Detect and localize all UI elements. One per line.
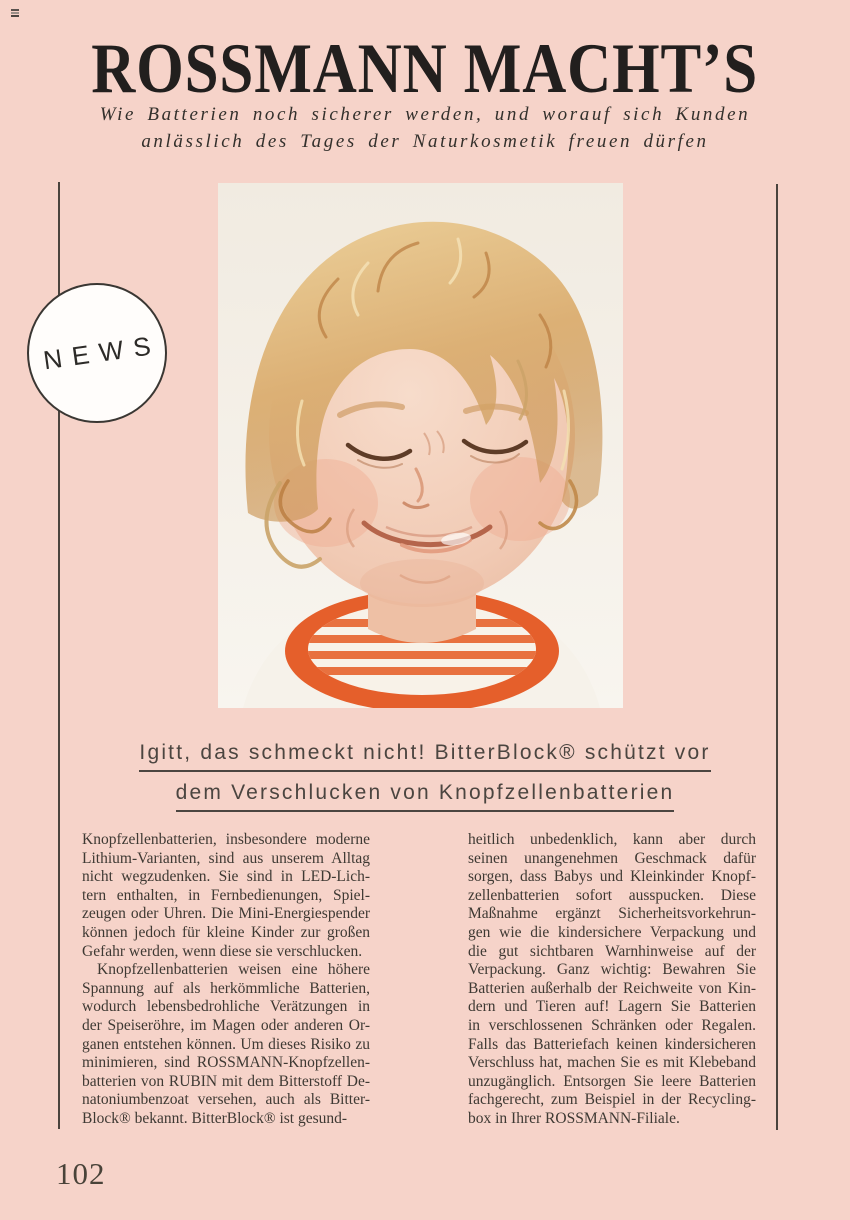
- article-heading: [60, 741, 790, 821]
- body-column-left: [82, 831, 370, 1129]
- page-subtitle-line2: anlässlich des Tages der Naturkosmetik freuen dürfen: [141, 131, 709, 152]
- body-line: Batterien außerhalb der Reichweite von Kin-: [468, 979, 756, 997]
- body-line: zeugen oder Uhren. Die Mini-Energiespender: [82, 905, 370, 923]
- news-badge-label: NEWS: [41, 328, 163, 375]
- body-line: Maßnahme ergänzt Sicherheitsvorkehrun-: [468, 905, 756, 923]
- body-line: ganen entstehen können. Um dieses Risiko zu: [82, 1035, 370, 1053]
- body-line: natoniumbenzoat versehen, auch als Bitter-: [82, 1091, 370, 1109]
- body-line: die gut sichtbaren Warnhinweise auf der: [468, 942, 756, 960]
- body-line: fachgerecht, zum Beispiel in der Recycling-: [468, 1091, 756, 1109]
- page-number: 102: [56, 1156, 106, 1191]
- article-heading-line1: Igitt, das schmeckt nicht! BitterBlock® schützt vor: [139, 741, 710, 772]
- body-line: box in Ihrer ROSSMANN-Filiale.: [468, 1109, 680, 1127]
- print-registration-mark: [11, 9, 19, 17]
- body-line: Knopfzellenbatterien, insbesondere moderne: [82, 831, 370, 848]
- body-line: Lithium-Varianten, sind aus unserem Alltag: [82, 849, 370, 867]
- article-heading-line2: dem Verschlucken von Knopfzellenbatterien: [176, 781, 675, 812]
- body-line: tern enthalten, in Fernbedienungen, Spiel-: [82, 886, 370, 904]
- body-line: dern und Tieren auf! Lagern Sie Batterien: [468, 998, 756, 1016]
- page-subtitle-line1: Wie Batterien noch sicherer werden, und worauf sich Kunden: [99, 104, 751, 125]
- body-line: seinen unangenehmen Geschmack dafür: [468, 849, 756, 867]
- body-line: unzugänglich. Entsorgen Sie leere Batterien: [468, 1072, 756, 1090]
- body-line: heitlich unbedenklich, kann aber durch: [468, 831, 756, 848]
- body-line: Gefahr werden, wenn diese sie verschlucken.: [82, 942, 363, 960]
- body-line: Block® bekannt. BitterBlock® ist gesund-: [82, 1109, 348, 1127]
- body-line: wodurch lebensbedrohliche Verätzungen in: [82, 998, 370, 1016]
- page-header: [0, 30, 850, 108]
- toddler-photo-illustration: [218, 183, 623, 708]
- body-line: minimieren, sind ROSSMANN-Knopfzellen-: [82, 1054, 370, 1072]
- body-line: gen wie die kindersichere Verpackung und: [468, 923, 756, 941]
- news-badge: [27, 283, 167, 423]
- body-line: Falls das Batteriefach keinen kindersicheren: [468, 1035, 756, 1053]
- body-line: Verpackung. Ganz wichtig: Bewahren Sie: [468, 961, 756, 979]
- right-vertical-rule: [776, 184, 778, 1130]
- body-line: sorgen, dass Babys und Kleinkinder Knopf-: [468, 868, 756, 886]
- body-line: zellenbatterien sofort ausspucken. Diese: [468, 886, 756, 904]
- body-line: batterien von RUBIN mit dem Bitterstoff De-: [82, 1072, 370, 1090]
- body-line: Spannung auf als herkömmliche Batterien,: [82, 979, 370, 997]
- body-line: der Speiseröhre, im Magen oder anderen Or-: [82, 1016, 370, 1034]
- page-title: ROSSMANN MACHT’S: [91, 30, 759, 108]
- body-line: nicht wegzudenken. Sie sind in LED-Lich-: [82, 868, 370, 886]
- body-column-right: [468, 831, 756, 1129]
- body-line: in verschlossenen Schränken oder Regalen.: [468, 1016, 756, 1034]
- toddler-photo: [218, 183, 623, 708]
- body-line: Knopfzellenbatterien weisen eine höhere: [97, 961, 370, 979]
- body-line: Verschluss hat, machen Sie es mit Klebeband: [468, 1054, 756, 1072]
- body-line: können jedoch für kleine Kinder zur großen: [82, 923, 370, 941]
